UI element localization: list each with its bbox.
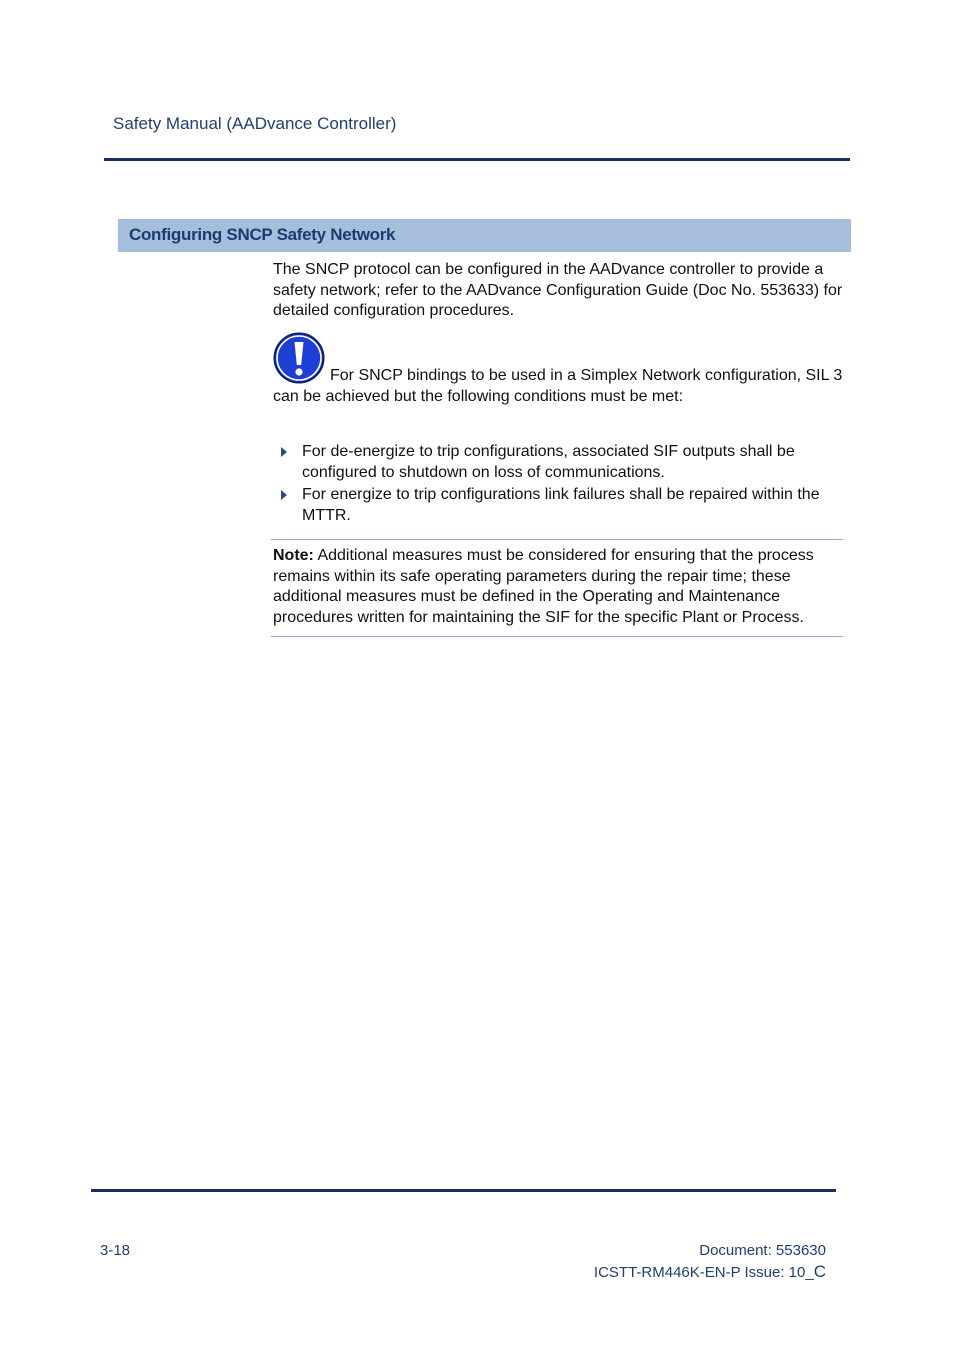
note-text: Additional measures must be considered for ensuring that the process remains within its safe operating parameters during the repair time; these additional measures must be defined in the Operating and Maintenance procedures written for maintaining the SIF for the specific Plant or Process. bbox=[273, 547, 814, 626]
intro-paragraph: The SNCP protocol can be configured in the AADvance controller to provide a safety network; refer to the AADvance Configuration Guide (Doc No. 553633) for detailed configuration procedures. bbox=[273, 261, 843, 319]
issue-prefix: ICSTT-RM446K-EN-P Issue: 10_ bbox=[593, 1264, 814, 1281]
running-header: Safety Manual (AADvance Controller) bbox=[113, 114, 397, 133]
page-number: 3-18 bbox=[100, 1242, 131, 1259]
conditions-list bbox=[273, 442, 845, 528]
triangle-bullet-icon bbox=[281, 447, 287, 457]
section-heading-bar bbox=[118, 219, 851, 252]
note-paragraph bbox=[273, 546, 838, 628]
document-number: Document: 553630 bbox=[699, 1242, 826, 1259]
footer-rule bbox=[91, 1189, 836, 1192]
header-rule bbox=[104, 158, 850, 161]
alert-paragraph: For SNCP bindings to be used in a Simplex Network configuration, SIL 3 can be achieved but the following conditions must be met: bbox=[273, 367, 843, 405]
list-item-text: For de-energize to trip configurations, associated SIF outputs shall be configured to shutdown on loss of communications. bbox=[302, 443, 795, 481]
list-item bbox=[273, 485, 845, 526]
note-label: Note: bbox=[273, 547, 314, 564]
section-title: Configuring SNCP Safety Network bbox=[129, 225, 396, 244]
list-item bbox=[273, 442, 845, 483]
issue-suffix: C bbox=[813, 1262, 826, 1281]
note-box bbox=[271, 539, 843, 637]
triangle-bullet-icon bbox=[281, 490, 287, 500]
list-item-text: For energize to trip configurations link failures shall be repaired within the MTTR. bbox=[302, 486, 820, 524]
document-issue bbox=[594, 1262, 826, 1282]
